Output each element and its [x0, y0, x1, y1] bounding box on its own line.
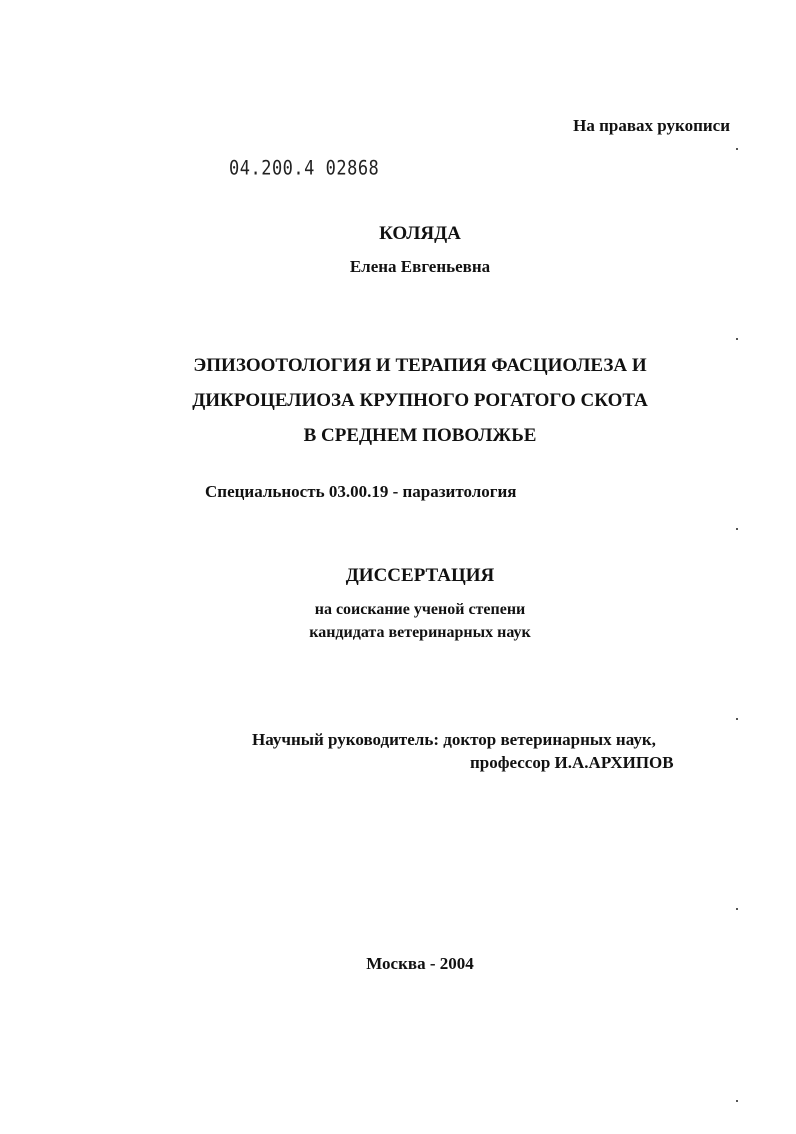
manuscript-rights-note: На правах рукописи [573, 116, 730, 135]
supervisor-line-2: профессор И.А.АРХИПОВ [470, 753, 674, 772]
city-year: Москва - 2004 [366, 954, 474, 973]
title-line-3: В СРЕДНЕМ ПОВОЛЖЬЕ [303, 425, 537, 446]
degree-description [0, 598, 796, 644]
scan-mark [736, 338, 738, 340]
title-line-2: ДИКРОЦЕЛИОЗА КРУПНОГО РОГАТОГО СКОТА [192, 390, 648, 411]
scan-mark [736, 718, 738, 720]
scan-mark [736, 148, 738, 150]
specialty-line: Специальность 03.00.19 - паразитология [205, 482, 517, 501]
author-given-names: Елена Евгеньевна [349, 257, 491, 276]
dissertation-title [0, 348, 796, 453]
scan-mark [736, 528, 738, 530]
title-line-1: ЭПИЗООТОЛОГИЯ И ТЕРАПИЯ ФАСЦИОЛЕЗА И [193, 355, 647, 376]
library-stamp-number: 04.200.4 02868 [229, 157, 380, 180]
scan-mark [736, 1100, 738, 1102]
supervisor-line-1: Научный руководитель: доктор ветеринарных наук, [252, 730, 656, 749]
scan-mark [736, 908, 738, 910]
author-surname: КОЛЯДА [379, 223, 461, 244]
degree-line-2: кандидата ветеринарных наук [309, 624, 531, 641]
dissertation-label: ДИССЕРТАЦИЯ [345, 565, 495, 586]
scientific-supervisor [252, 728, 674, 774]
degree-line-1: на соискание ученой степени [314, 601, 526, 618]
